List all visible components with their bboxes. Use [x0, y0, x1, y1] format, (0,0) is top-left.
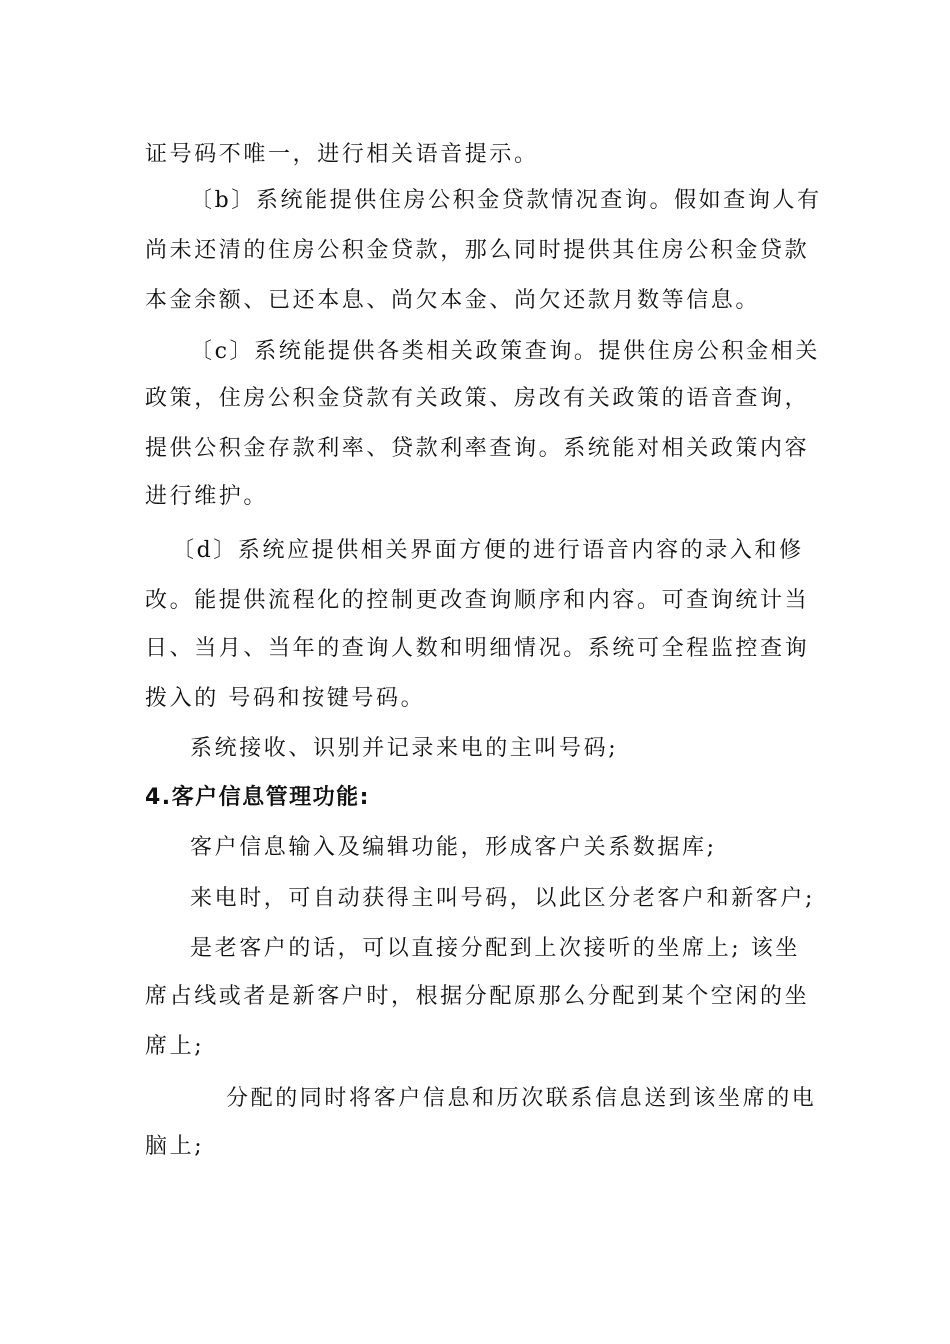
- paragraph-line: 〔d〕系统应提供相关界面方便的进行语音内容的录入和修: [172, 538, 804, 563]
- paragraph-line: 分配的同时将客户信息和历次联系信息送到该坐席的电: [226, 1086, 817, 1111]
- paragraph-line: 政策，住房公积金贷款有关政策、房改有关政策的语音查询，: [145, 386, 810, 411]
- paragraph-line: 日、当月、当年的查询人数和明细情况。系统可全程监控查询: [145, 636, 810, 661]
- paragraph-line: 席占线或者是新客户时，根据分配原那么分配到某个空闲的坐: [145, 984, 810, 1009]
- paragraph-line: 拨入的 号码和按键号码。: [145, 686, 426, 711]
- paragraph-line: 是老客户的话，可以直接分配到上次接听的坐席上; 该坐: [190, 936, 801, 961]
- paragraph-line: 改。能提供流程化的控制更改查询顺序和内容。可查询统计当: [145, 588, 810, 613]
- paragraph-line: 客户信息输入及编辑功能，形成客户关系数据库;: [190, 835, 717, 860]
- paragraph-line: 证号码不唯一，进行相关语音提示。: [145, 142, 539, 167]
- section-heading: 4.客户信息管理功能:: [145, 785, 370, 810]
- paragraph-line: 本金余额、已还本息、尚欠本金、尚欠还款月数等信息。: [145, 288, 761, 313]
- paragraph-line: 来电时，可自动获得主叫号码，以此区分老客户和新客户;: [190, 886, 816, 911]
- paragraph-line: 尚未还清的住房公积金贷款，那么同时提供其住房公积金贷款: [145, 238, 810, 263]
- paragraph-line: 〔c〕系统能提供各类相关政策查询。提供住房公积金相关: [190, 339, 820, 364]
- paragraph-line: 〔b〕系统能提供住房公积金贷款情况查询。假如查询人有: [190, 188, 822, 213]
- paragraph-line: 席上;: [145, 1034, 205, 1059]
- paragraph-line: 系统接收、识别并记录来电的主叫号码;: [190, 736, 619, 761]
- paragraph-line: 提供公积金存款利率、贷款利率查询。系统能对相关政策内容: [145, 436, 810, 461]
- paragraph-line: 进行维护。: [145, 484, 269, 509]
- paragraph-line: 脑上;: [145, 1134, 205, 1159]
